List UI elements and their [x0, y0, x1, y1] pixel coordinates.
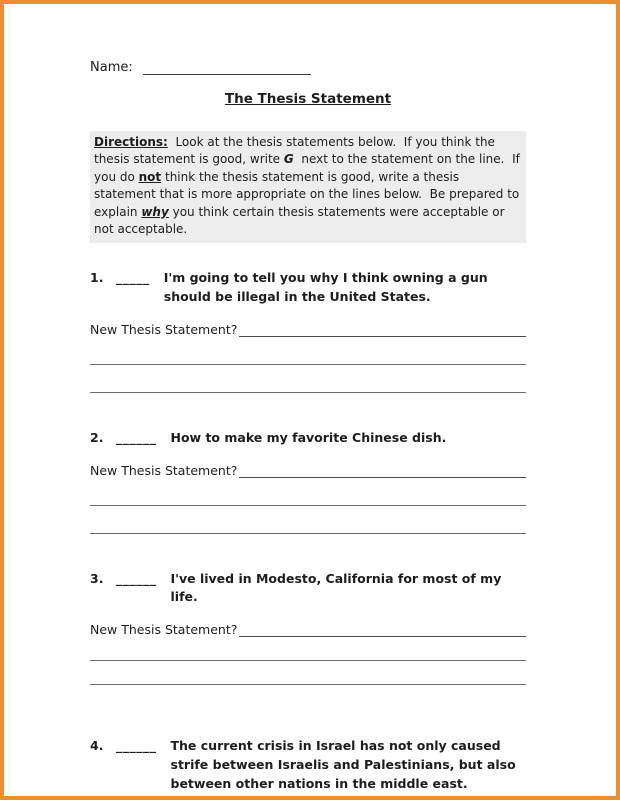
writing-line — [90, 365, 526, 393]
new-thesis-prompt-label: New Thesis Statement? — [90, 462, 238, 478]
statement-row — [90, 737, 526, 793]
new-thesis-prompt-row — [90, 463, 526, 478]
thesis-item-1 — [90, 269, 526, 393]
thesis-item-2 — [90, 429, 526, 534]
prompt-blank-line — [239, 322, 526, 337]
directions-not-emphasis: not — [138, 169, 162, 184]
new-thesis-prompt-row — [90, 322, 526, 337]
directions-g-mark: G — [283, 152, 294, 167]
thesis-statement-text: How to make my favorite Chinese dish. — [170, 429, 447, 445]
prompt-blank-line — [239, 463, 526, 478]
directions-label: Directions: — [94, 135, 168, 149]
directions-box — [90, 131, 526, 243]
directions-text-2: next to the statement on the line. If you do — [94, 152, 524, 184]
thesis-statement-text: I'm going to tell you why I think owning a gun should be illegal in the United States. — [163, 270, 488, 305]
new-thesis-prompt-row — [90, 622, 526, 637]
item-number: 1. — [90, 270, 104, 286]
statement-row — [90, 429, 526, 448]
statement-row — [90, 269, 526, 307]
directions-text-3: think the thesis statement is good, write a thesis statement that is more appropriate on the lines below. Be prepared to explain — [94, 169, 524, 219]
new-thesis-prompt-label: New Thesis Statement? — [90, 622, 238, 638]
worksheet-content — [4, 4, 616, 800]
statement-row — [90, 570, 526, 608]
page-title: The Thesis Statement — [224, 91, 392, 107]
writing-line — [90, 506, 526, 534]
name-blank-line — [143, 60, 311, 75]
directions-text-1: Look at the thesis statements below. If you think the thesis statement is good, write — [94, 135, 499, 167]
name-row — [90, 60, 526, 75]
item-number: 4. — [90, 738, 104, 754]
new-thesis-prompt-label: New Thesis Statement? — [90, 321, 238, 337]
writing-line — [90, 478, 526, 506]
thesis-statement-text: The current crisis in Israel has not only caused strife between Israelis and Palestinians, but also between other nations in the middle east. — [170, 738, 516, 791]
name-label: Name: — [90, 60, 133, 75]
item-number: 3. — [90, 570, 104, 586]
writing-line — [90, 661, 526, 685]
thesis-item-3 — [90, 570, 526, 686]
answer-blank: ______ — [116, 429, 157, 445]
answer-blank: _____ — [116, 270, 150, 286]
directions-text-4: you think certain thesis statements were acceptable or not acceptable. — [94, 204, 509, 236]
directions-why-emphasis: why — [141, 204, 169, 219]
writing-line — [90, 337, 526, 365]
thesis-statement-text: I've lived in Modesto, California for most of my life. — [170, 570, 502, 605]
item-number: 2. — [90, 429, 104, 445]
thesis-item-4 — [90, 737, 526, 793]
answer-blank: ______ — [116, 738, 157, 754]
answer-blank: ______ — [116, 570, 157, 586]
writing-line — [90, 637, 526, 661]
prompt-blank-line — [239, 622, 526, 637]
